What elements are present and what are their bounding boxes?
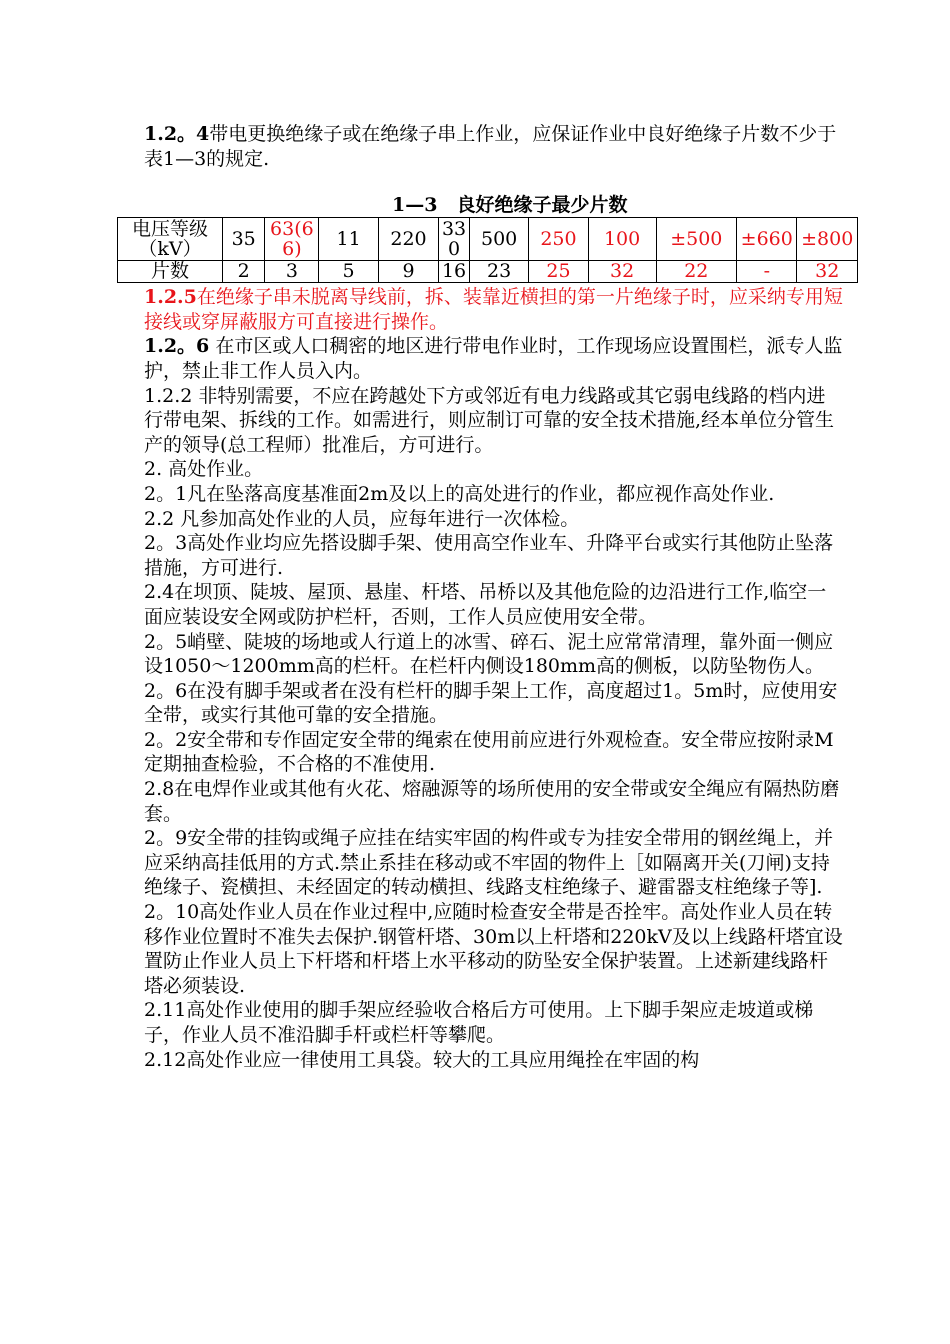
- paragraph-2-2: 2.2 凡参加高处作业的人员，应每年进行一次体检。: [144, 507, 580, 530]
- paragraph-2-12: 2.12高处作业应一律使用工具袋。较大的工具应用绳拴在牢固的构: [144, 1048, 700, 1071]
- voltage-cell: ±800: [797, 218, 858, 261]
- voltage-cell: ±500: [656, 218, 737, 261]
- paragraph-2-3: 2。3高处作业均应先搭设脚手架、使用高空作业车、升降平台或实行其他防止坠落措施，方可进行.: [144, 532, 834, 579]
- count-header-cell: 片数: [118, 261, 223, 283]
- paragraph-2-11: 2.11高处作业使用的脚手架应经验收合格后方可使用。上下脚手架应走坡道或梯子，作业人员不准沿脚手杆或栏杆等攀爬。: [144, 999, 814, 1046]
- clause-text: 在绝缘子串未脱离导线前，拆、装靠近横担的第一片绝缘子时，应采纳专用短接线或穿屏蔽服方可直接进行操作。: [144, 286, 843, 333]
- clause-number: 1.2。6: [144, 335, 210, 358]
- voltage-header-cell: 电压等级（kV）: [118, 218, 223, 261]
- clause-number: 1.2。4: [144, 123, 210, 145]
- voltage-cell: 500: [469, 218, 528, 261]
- paragraph-1-2-5: [144, 285, 844, 334]
- document-content: [131, 122, 854, 1072]
- paragraph-2-10: 2。10高处作业人员在作业过程中,应随时检查安全带是否拴牢。高处作业人员在转移作业位置时不准失去保护.钢管杆塔、30m以上杆塔和220kV及以上线路杆塔宜设置防止作业人员上下杆塔和杆塔上水平移动的防坠安全保护装置。上述新建线路杆塔必须装设.: [144, 901, 843, 997]
- paragraph-2-9: 2。9安全带的挂钩或绳子应挂在结实牢固的构件或专为挂安全带用的钢丝绳上，并应采纳高挂低用的方式.禁止系挂在移动或不牢固的物件上［如隔离开关(刀闸)支持绝缘子、瓷横担、未经固定的转动横担、线路支柱绝缘子、避雷器支柱绝缘子等].: [144, 827, 834, 899]
- paragraph-2-1: 2。1凡在坠落高度基准面2m及以上的高处进行的作业，都应视作高处作业.: [144, 482, 775, 505]
- count-cell: 32: [797, 261, 858, 283]
- voltage-cell: 220: [378, 218, 438, 261]
- clause-text: 在市区或人口稠密的地区进行带电作业时，工作现场应设置围栏，派专人监护，禁止非工作人员入内。: [144, 335, 843, 382]
- insulator-count-table: [117, 217, 858, 283]
- paragraph-1-2-2: 1.2.2 非特别需要，不应在跨越处下方或邻近有电力线路或其它弱电线路的档内进行带电架、拆线的工作。如需进行，则应制订可靠的安全技术措施,经本单位分管生产的领导(总工程师）批准后，方可进行。: [144, 384, 835, 456]
- paragraph-1-2-4: [144, 122, 844, 171]
- count-cell: 2: [222, 261, 264, 283]
- count-cell: 23: [469, 261, 528, 283]
- voltage-cell: 250: [529, 218, 588, 261]
- count-cell: 25: [529, 261, 588, 283]
- count-cell: 22: [656, 261, 737, 283]
- paragraph-1-2-6: [144, 334, 844, 383]
- voltage-cell: 330: [439, 218, 470, 261]
- paragraph-2-8: 2.8在电焊作业或其他有火花、熔融源等的场所使用的安全带或安全绳应有隔热防磨套。: [144, 778, 840, 825]
- voltage-cell: 100: [588, 218, 656, 261]
- clause-number: 1.2.5: [144, 286, 197, 309]
- count-cell: 5: [319, 261, 378, 283]
- paragraph-2: 2. 高处作业。: [144, 458, 264, 481]
- voltage-cell: 63(66): [265, 218, 319, 261]
- paragraph-2-5: 2。5峭壁、陡坡的场地或人行道上的冰雪、碎石、泥土应常常清理，靠外面一侧应设1050～1200mm高的栏杆。在栏杆内侧设180mm高的侧板，以防坠物伤人。: [144, 630, 834, 678]
- count-cell: 16: [439, 261, 470, 283]
- voltage-cell: ±660: [737, 218, 797, 261]
- voltage-cell: 11: [319, 218, 378, 261]
- table-row-voltage: [118, 218, 858, 261]
- table-row-count: [118, 261, 858, 283]
- paragraph-2-2b: 2。2安全带和专作固定安全带的绳索在使用前应进行外观检查。安全带应按附录M定期抽查检验，不合格的不准使用.: [144, 728, 834, 776]
- paragraph-2-6: 2。6在没有脚手架或者在没有栏杆的脚手架上工作，高度超过1。5m时，应使用安全带，或实行其他可靠的安全措施。: [144, 679, 838, 727]
- table-caption: 1—3 良好绝缘子最少片数: [392, 194, 628, 217]
- count-cell: 9: [378, 261, 438, 283]
- count-cell: 32: [588, 261, 656, 283]
- count-cell: -: [737, 261, 797, 283]
- paragraph-2-4: 2.4在坝顶、陡坡、屋顶、悬崖、杆塔、吊桥以及其他危险的边沿进行工作,临空一面应装设安全网或防护栏杆，否则，工作人员应使用安全带。: [144, 581, 827, 628]
- voltage-cell: 35: [222, 218, 264, 261]
- clause-text: 带电更换绝缘子或在绝缘子串上作业，应保证作业中良好绝缘子片数不少于表1—3的规定.: [144, 123, 837, 170]
- count-cell: 3: [265, 261, 319, 283]
